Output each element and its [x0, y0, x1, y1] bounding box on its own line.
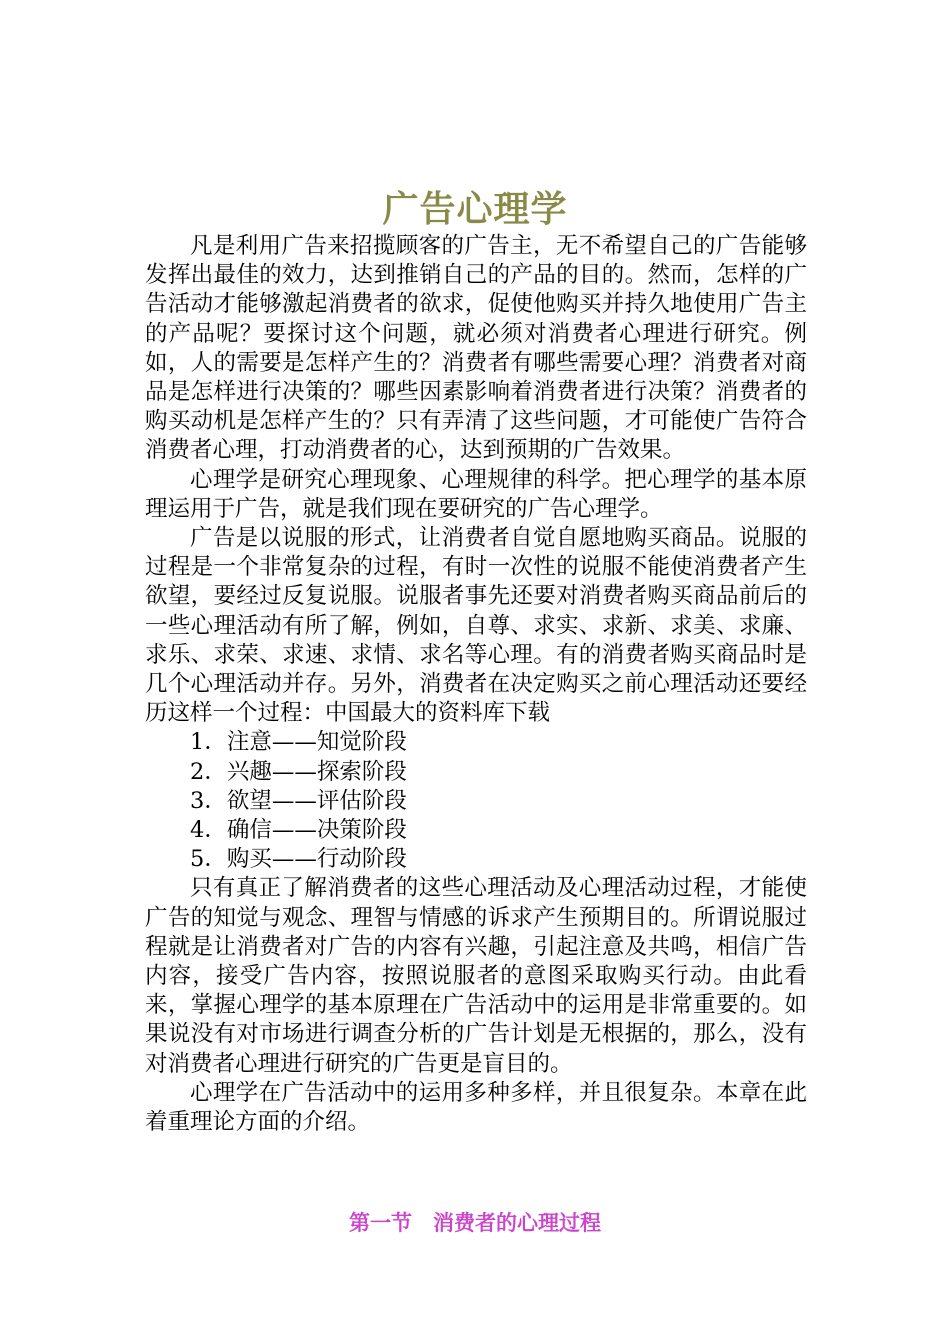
- paragraph-after-2: 心理学在广告活动中的运用多种多样，并且很复杂。本章在此着重理论方面的介绍。: [145, 1079, 807, 1136]
- stage-item-5: 5．购买——行动阶段: [190, 846, 407, 873]
- paragraph-intro-3: 广告是以说服的形式，让消费者自觉自愿地购买商品。说服的过程是一个非常复杂的过程，有时一次性的说服不能使消费者产生欲望，要经过反复说服。说服者事先还要对消费者购买商品前后的一些心理活动有所了解，例如，自尊、求实、求新、求美、求廉、求乐、求荣、求速、求情、求名等心理。有的消费者购买商品时是几个心理活动并存。另外，消费者在决定购买之前心理活动还要经历这样一个过程：中国最大的资料库下载: [145, 525, 807, 727]
- stage-item-2: 2．兴趣——探索阶段: [190, 758, 407, 785]
- document-title: 广告心理学: [382, 188, 568, 231]
- section-heading: 第一节 消费者的心理过程: [349, 1210, 601, 1236]
- stage-item-1: 1．注意——知觉阶段: [190, 729, 407, 756]
- stage-item-4: 4．确信——决策阶段: [190, 817, 407, 844]
- paragraph-intro-2: 心理学是研究心理现象、心理规律的科学。把心理学的基本原理运用于广告，就是我们现在要研究的广告心理学。: [145, 466, 807, 522]
- paragraph-intro-1: 凡是利用广告来招揽顾客的广告主，无不希望自己的广告能够发挥出最佳的效力，达到推销自己的产品的目的。然而，怎样的广告活动才能够激起消费者的欲求，促使他购买并持久地使用广告主的产品呢？要探讨这个问题，就必须对消费者心理进行研究。例如，人的需要是怎样产生的？消费者有哪些需要心理？消费者对商品是怎样进行决策的？哪些因素影响着消费者进行决策？消费者的购买动机是怎样产生的？只有弄清了这些问题，才可能使广告符合消费者心理，打动消费者的心，达到预期的广告效果。: [145, 233, 807, 464]
- document-body: [145, 232, 807, 1137]
- stage-item-3: 3．欲望——评估阶段: [190, 787, 407, 814]
- paragraph-after-1: 只有真正了解消费者的这些心理活动及心理活动过程，才能使广告的知觉与观念、理智与情感的诉求产生预期目的。所谓说服过程就是让消费者对广告的内容有兴趣，引起注意及共鸣，相信广告内容，接受广告内容，按照说服者的意图采取购买行动。由此看来，掌握心理学的基本原理在广告活动中的运用是非常重要的。如果说没有对市场进行调查分析的广告计划是无根据的，那么，没有对消费者心理进行研究的广告更是盲目的。: [145, 875, 807, 1077]
